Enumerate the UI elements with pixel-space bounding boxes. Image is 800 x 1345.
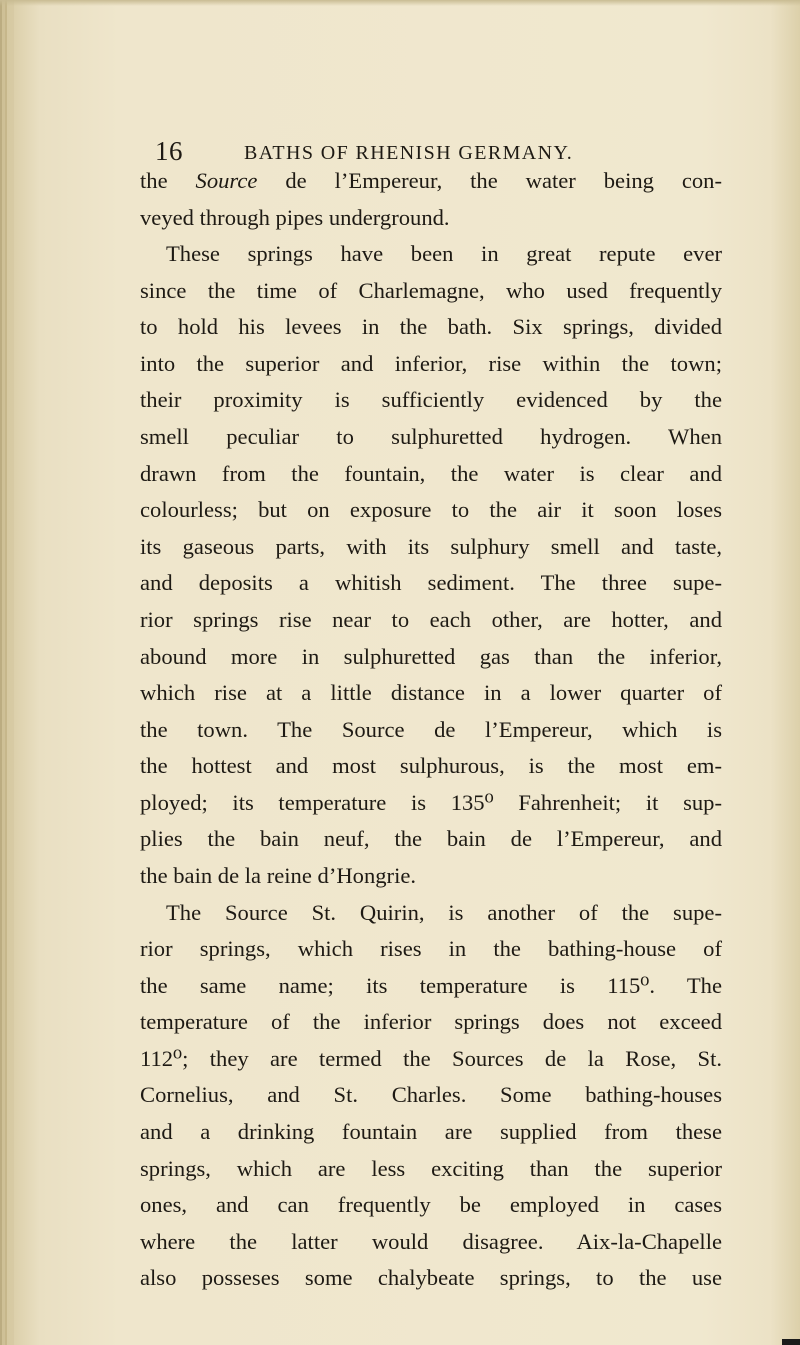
text-line: veyed through pipes underground. [140,204,450,230]
text-line [140,163,722,200]
text-line: to hold his levees in the bath. Six springs, divided [140,314,722,340]
text-line: its gaseous parts, with its sulphury smell and taste, [140,533,722,559]
text-line: which rise at a little distance in a lower quarter of [140,680,722,706]
text-line: and a drinking fountain are supplied from these [140,1119,722,1145]
text-line: where the latter would disagree. Aix-la-Chapelle [140,1228,722,1254]
text-line: springs, which are less exciting than the superior [140,1155,722,1181]
text-line: rior springs rise near to each other, are hotter, and [140,606,722,632]
corner-mark [782,1339,800,1345]
text-line: and deposits a whitish sediment. The three supe- [140,570,722,596]
text-line: rior springs, which rises in the bathing-house of [140,936,722,962]
text-line: colourless; but on exposure to the air it soon loses [140,497,722,523]
binding-gutter [0,0,14,1345]
running-title: BATHS OF RHENISH GERMANY. [244,142,574,164]
text-line: since the time of Charlemagne, who used frequently [140,277,722,303]
body-text [140,163,722,1297]
text-fragment: the [140,168,196,193]
text-line: 112⁰; they are termed the Sources de la Rose, St. [140,1045,722,1071]
text-line: drawn from the fountain, the water is clear and [140,460,722,486]
text-line: plies the bain neuf, the bain de l’Empereur, and [140,826,722,852]
text-line: also posseses some chalybeate springs, to the use [140,1265,722,1291]
text-line: ones, and can frequently be employed in cases [140,1192,722,1218]
text-line: These springs have been in great repute ever [166,241,722,267]
text-line: the town. The Source de l’Empereur, which is [140,716,722,742]
page-top-edge [0,0,800,6]
text-line: abound more in sulphuretted gas than the inferior, [140,643,722,669]
text-line: the same name; its temperature is 115⁰. The [140,972,722,998]
page-number: 16 [155,136,183,166]
italic-term: Source [195,168,258,193]
text-line: Cornelius, and St. Charles. Some bathing-houses [140,1082,722,1108]
text-line: their proximity is sufficiently evidenced by the [140,387,722,413]
text-line: The Source St. Quirin, is another of the supe- [166,899,722,925]
text-line: smell peculiar to sulphuretted hydrogen. When [140,424,722,450]
text-line: temperature of the inferior springs does not exceed [140,1009,722,1035]
text-fragment: de l’Empereur, the water being con- [257,168,722,193]
text-line: the hottest and most sulphurous, is the most em- [140,753,722,779]
text-line: the bain de la reine d’Hongrie. [140,862,417,888]
text-line: into the superior and inferior, rise within the town; [140,350,722,376]
text-line: ployed; its temperature is 135⁰ Fahrenheit; it sup- [140,789,722,815]
